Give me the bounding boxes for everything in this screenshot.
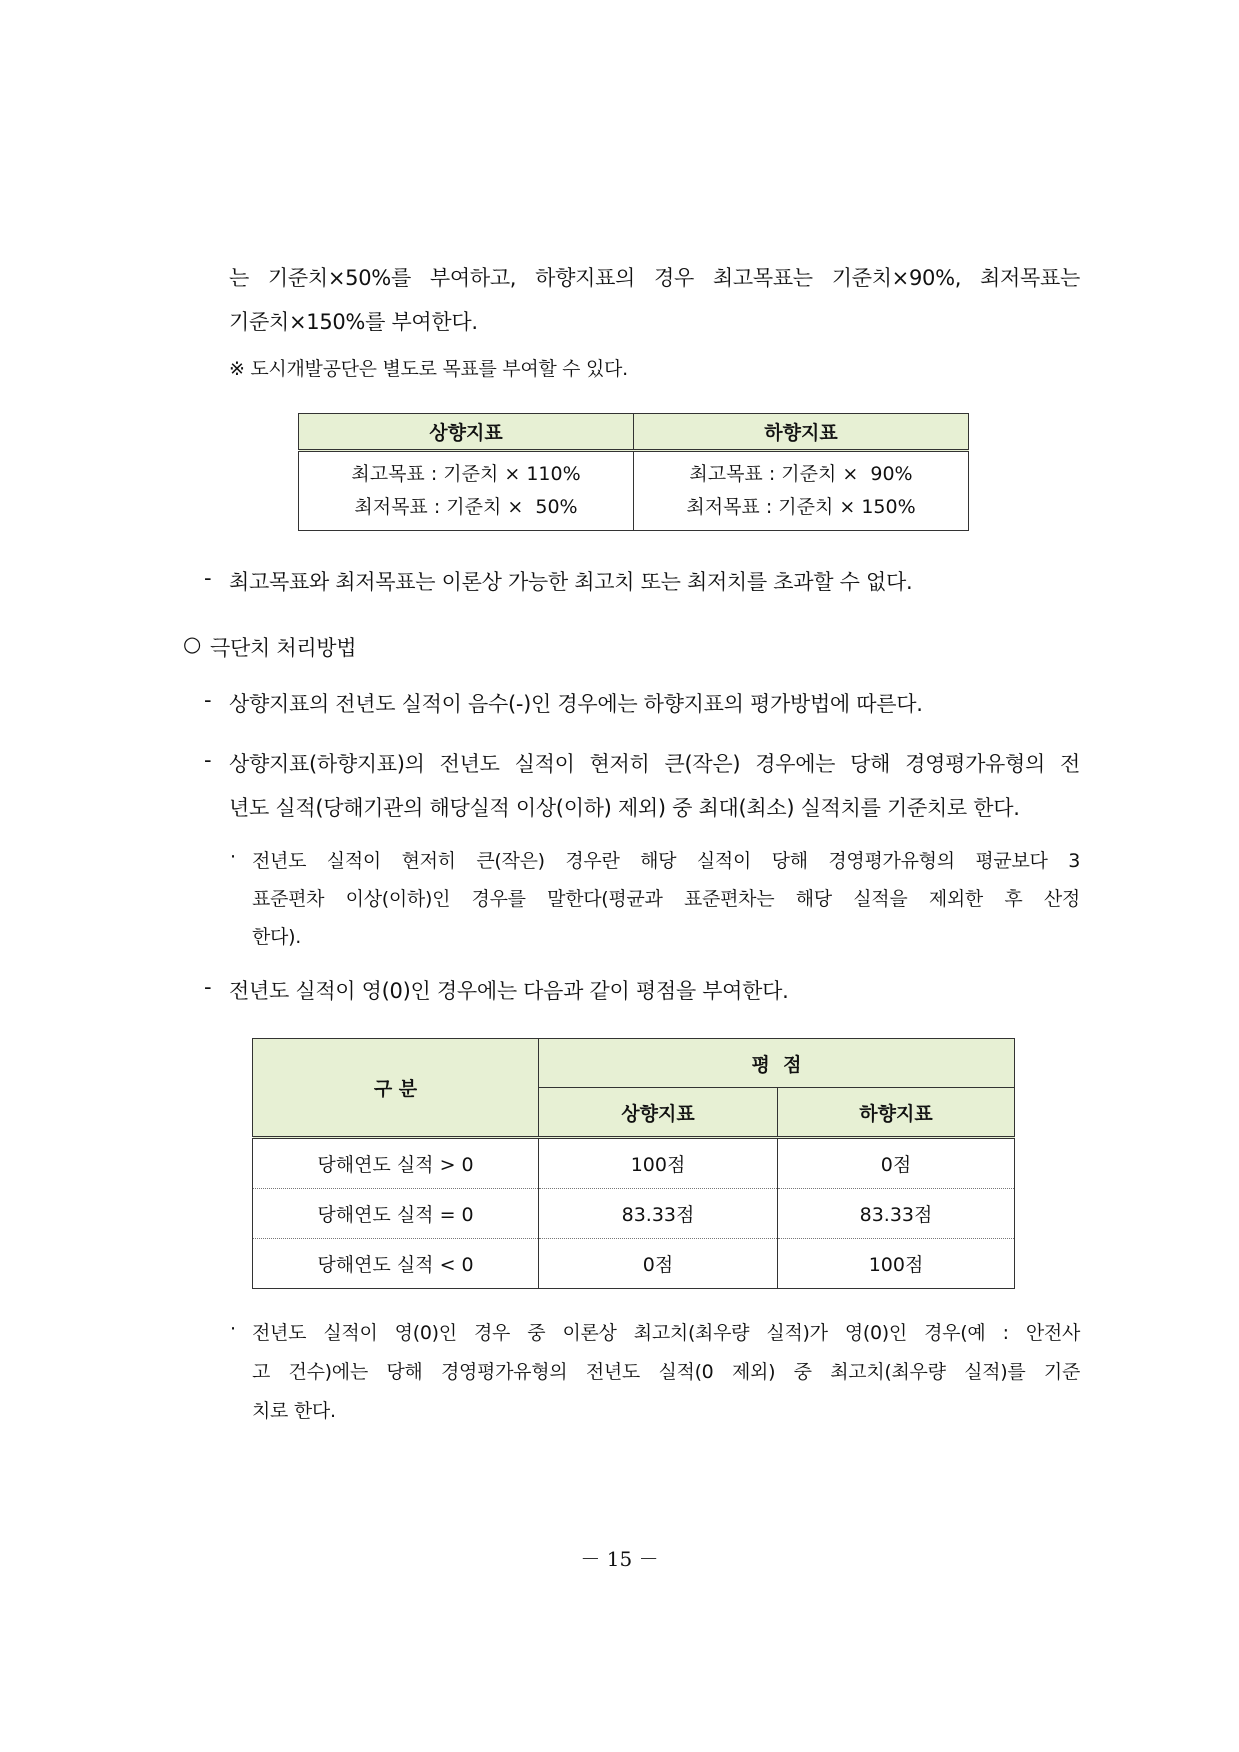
dot-bullet-icon: · bbox=[230, 846, 236, 868]
bullet-text: 고 건수)에는 당해 경영평가유형의 전년도 실적(0 제외) 중 최고치(최우량 실적)를 기준 bbox=[252, 1361, 1080, 1383]
note-text: ※ 도시개발공단은 별도로 목표를 부여할 수 있다. bbox=[229, 358, 628, 380]
dash-marker: - bbox=[204, 975, 212, 999]
row-label: 당해연도 실적 = 0 bbox=[253, 1189, 539, 1239]
row-upward-score: 0점 bbox=[539, 1239, 778, 1289]
row-downward-score: 100점 bbox=[778, 1239, 1015, 1289]
table-row bbox=[253, 1138, 1015, 1189]
dash-item-text: 전년도 실적이 영(0)인 경우에는 다음과 같이 평점을 부여한다. bbox=[229, 979, 789, 1003]
row-upward-score: 100점 bbox=[539, 1138, 778, 1189]
bullet-text: 전년도 실적이 영(0)인 경우 중 이론상 최고치(최우량 실적)가 영(0)인 경우(예 : 안전사 bbox=[252, 1322, 1080, 1344]
dash-marker: - bbox=[204, 688, 212, 712]
section-title: 극단치 처리방법 bbox=[210, 636, 357, 660]
dash-item-text: 상향지표의 전년도 실적이 음수(-)인 경우에는 하향지표의 평가방법에 따른다. bbox=[229, 692, 923, 716]
upward-targets-cell bbox=[299, 451, 634, 531]
upward-max-target: 최고목표 : 기준치 × 110% bbox=[351, 463, 581, 485]
score-table bbox=[252, 1038, 1015, 1289]
bullet-text: 전년도 실적이 현저히 큰(작은) 경우란 해당 실적이 당해 경영평가유형의 평균보다 3 bbox=[252, 850, 1080, 872]
paragraph-line: 는 기준치×50%를 부여하고, 하향지표의 경우 최고목표는 기준치×90%, 최저목표는 bbox=[229, 266, 1080, 290]
dash-marker: - bbox=[204, 748, 212, 772]
bullet-text: 한다). bbox=[252, 926, 301, 948]
row-upward-score: 83.33점 bbox=[539, 1189, 778, 1239]
table-row bbox=[253, 1189, 1015, 1239]
paragraph-line: 기준치×150%를 부여한다. bbox=[229, 310, 478, 334]
downward-subheader: 하향지표 bbox=[778, 1088, 1015, 1138]
category-header: 구 분 bbox=[253, 1039, 539, 1138]
bullet-text: 치로 한다. bbox=[252, 1400, 336, 1422]
dash-item-text: 최고목표와 최저목표는 이론상 가능한 최고치 또는 최저치를 초과할 수 없다. bbox=[229, 570, 913, 594]
circle-bullet-icon: ○ bbox=[183, 632, 202, 656]
row-downward-score: 83.33점 bbox=[778, 1189, 1015, 1239]
table-header-upward: 상향지표 bbox=[299, 414, 634, 451]
target-table bbox=[298, 413, 969, 531]
downward-max-target: 최고목표 : 기준치 × 90% bbox=[689, 463, 913, 485]
row-label: 당해연도 실적 < 0 bbox=[253, 1239, 539, 1289]
row-downward-score: 0점 bbox=[778, 1138, 1015, 1189]
row-label: 당해연도 실적 > 0 bbox=[253, 1138, 539, 1189]
dot-bullet-icon: · bbox=[230, 1318, 236, 1340]
page-number: － 15 － bbox=[580, 1547, 659, 1571]
score-header: 평 점 bbox=[539, 1039, 1015, 1088]
downward-targets-cell bbox=[634, 451, 969, 531]
dash-item-text: 년도 실적(당해기관의 해당실적 이상(이하) 제외) 중 최대(최소) 실적치를 기준치로 한다. bbox=[229, 796, 1020, 820]
bullet-text: 표준편차 이상(이하)인 경우를 말한다(평균과 표준편차는 해당 실적을 제외한 후 산정 bbox=[252, 888, 1080, 910]
dash-item-text: 상향지표(하향지표)의 전년도 실적이 현저히 큰(작은) 경우에는 당해 경영평가유형의 전 bbox=[229, 752, 1080, 776]
table-header-downward: 하향지표 bbox=[634, 414, 969, 451]
dash-marker: - bbox=[204, 566, 212, 590]
upward-subheader: 상향지표 bbox=[539, 1088, 778, 1138]
upward-min-target: 최저목표 : 기준치 × 50% bbox=[354, 496, 578, 518]
table-row bbox=[253, 1239, 1015, 1289]
downward-min-target: 최저목표 : 기준치 × 150% bbox=[686, 496, 916, 518]
